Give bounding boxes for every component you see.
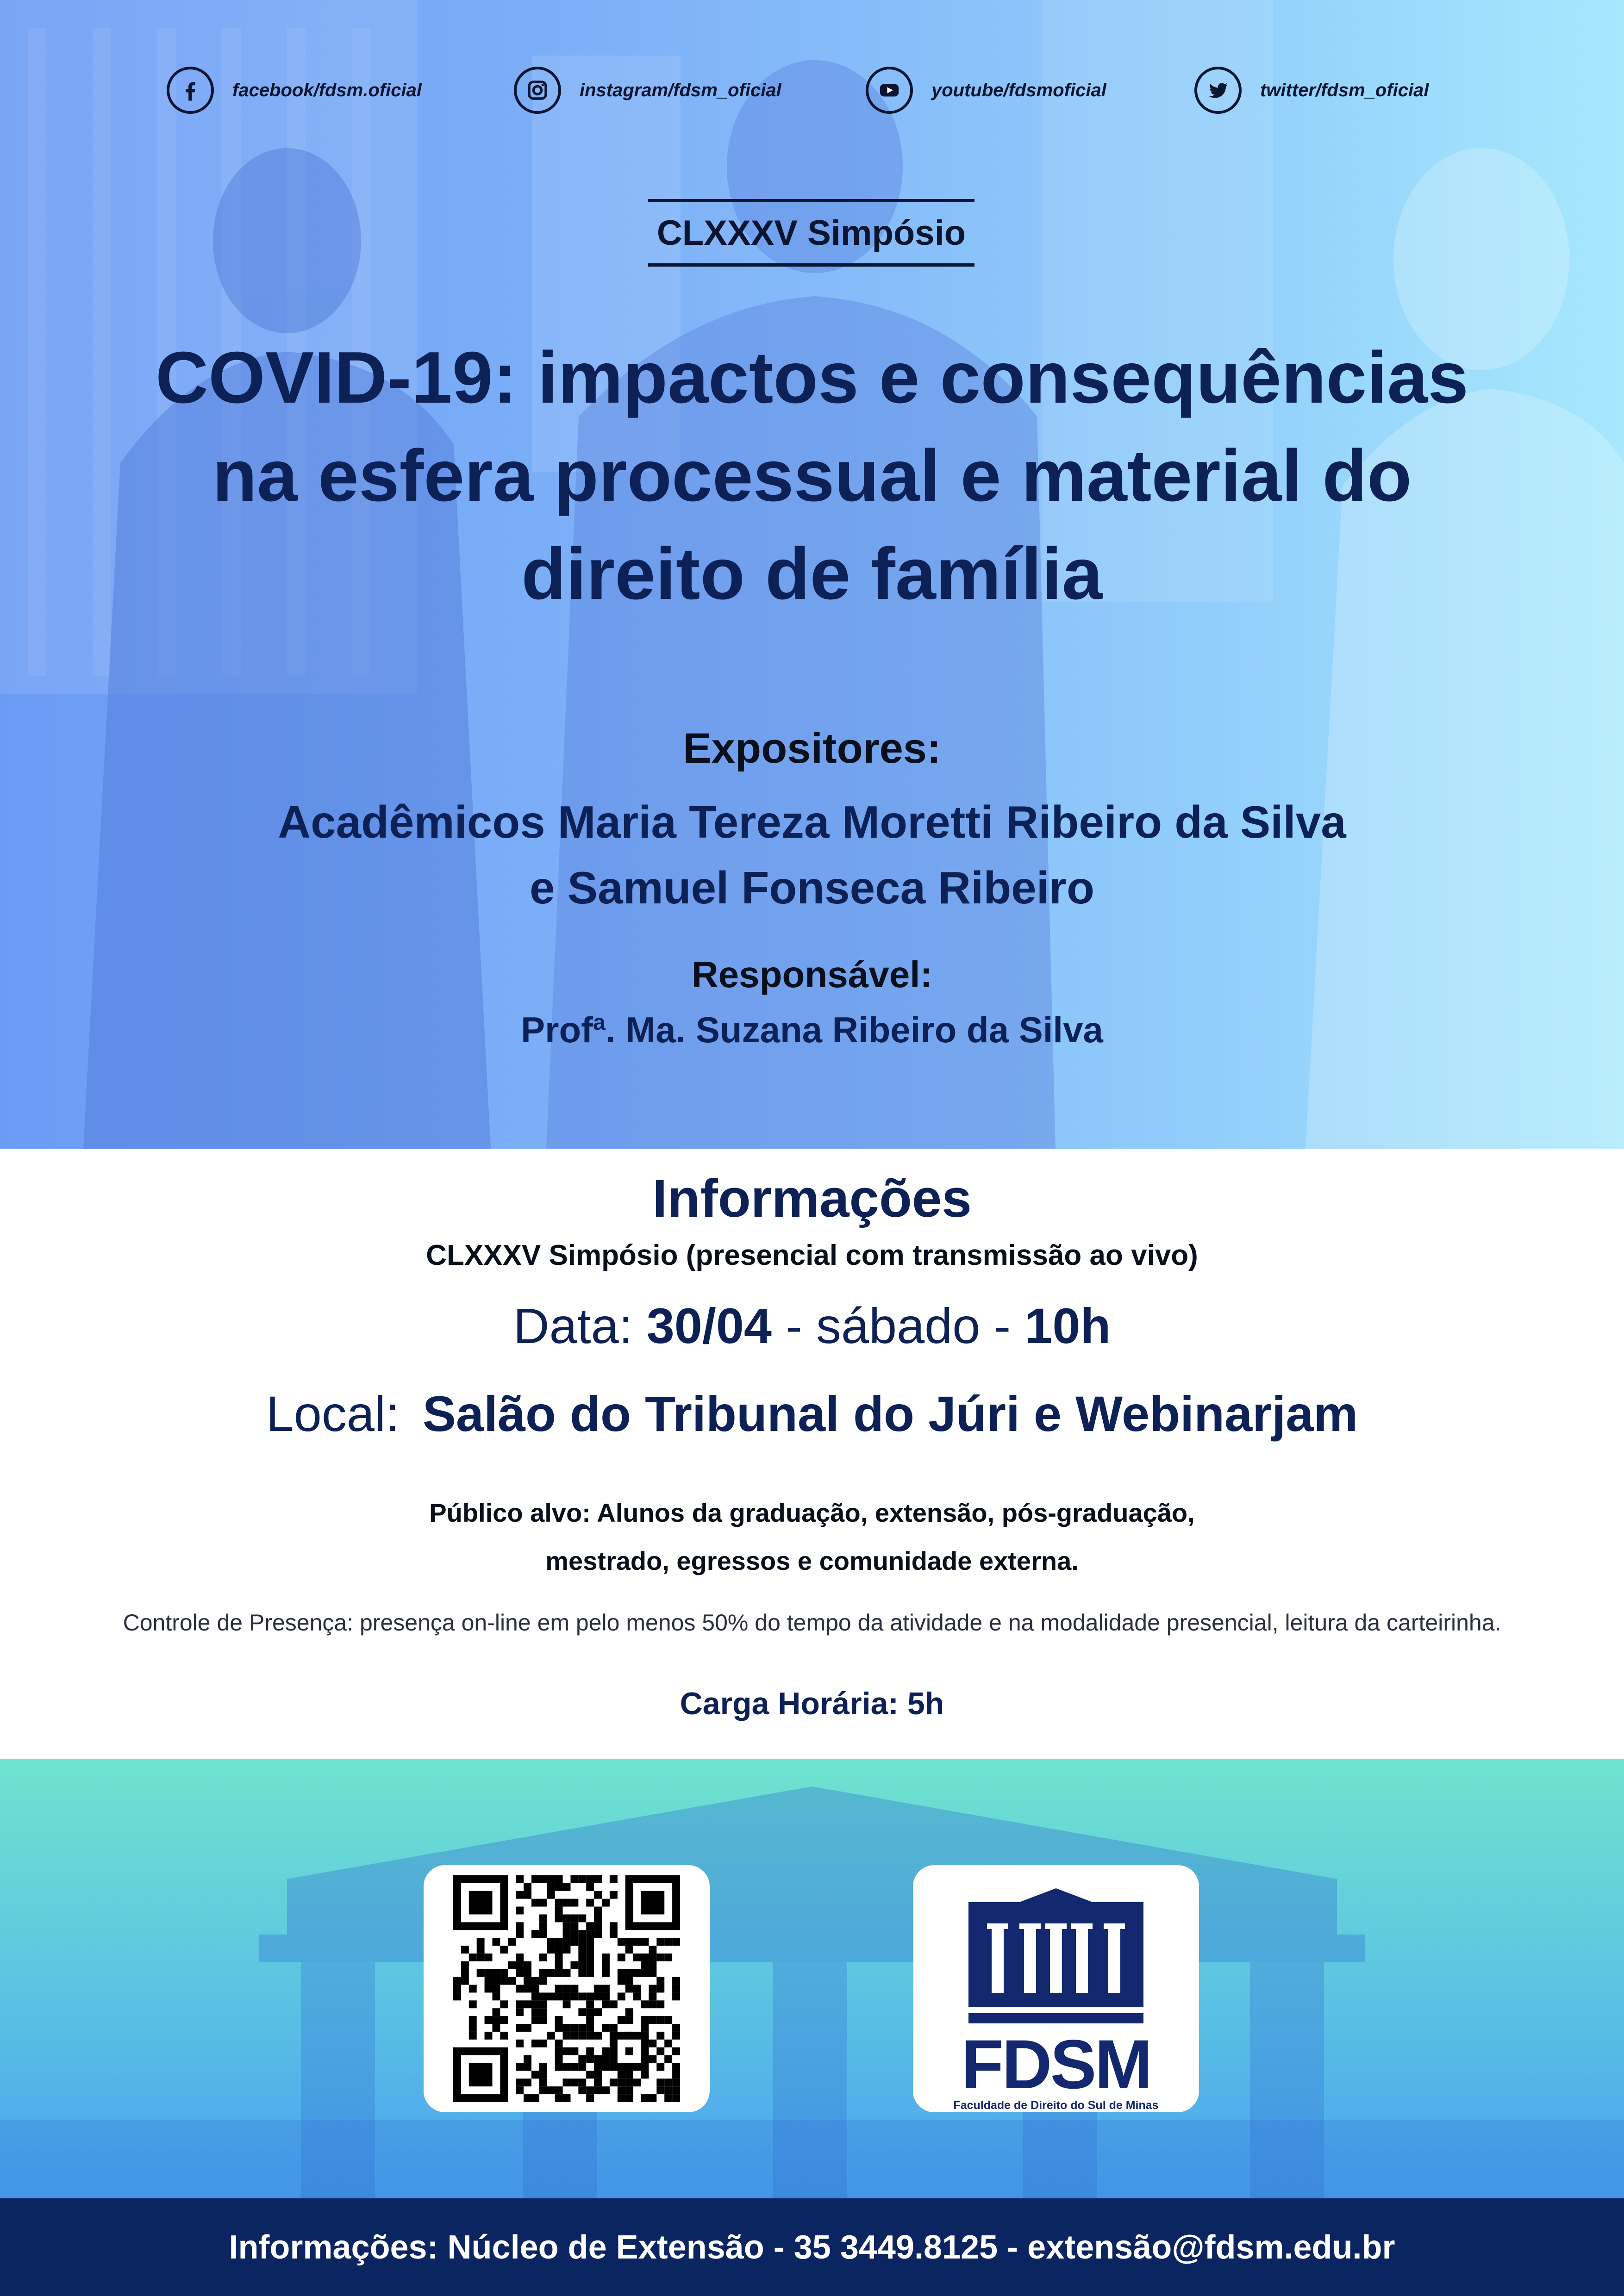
social-handle: instagram/fdsm_oficial — [580, 80, 781, 100]
social-youtube[interactable] — [866, 65, 1106, 116]
speakers-names — [139, 789, 1485, 921]
date-label: Data: — [513, 1298, 647, 1354]
symposium-tag: CLXXXV Simpósio — [648, 199, 974, 267]
title-line: direito de família — [521, 533, 1103, 615]
responsible-superscript: a — [593, 1010, 606, 1035]
social-handle: twitter/fdsm_oficial — [1260, 80, 1429, 100]
building-logo-icon — [941, 1884, 1171, 2036]
social-handle: facebook/fdsm.oficial — [232, 80, 422, 100]
title-line: na esfera processual e material do — [212, 435, 1412, 516]
bottom-section — [0, 1759, 1624, 2198]
date-value: 30/04 — [646, 1298, 772, 1354]
event-location — [0, 1385, 1624, 1443]
info-heading: Informações — [652, 1168, 972, 1228]
workload: Carga Horária: 5h — [680, 1686, 944, 1721]
event-date — [0, 1297, 1624, 1355]
audience-line: Público alvo: Alunos da graduação, extensão, pós-graduação, — [429, 1498, 1195, 1527]
responsible-label: Responsável: — [691, 954, 933, 995]
qr-code — [453, 1875, 680, 2102]
qr-code-card[interactable] — [424, 1865, 710, 2112]
facebook-icon — [167, 67, 214, 114]
instagram-icon — [514, 67, 561, 114]
target-audience — [185, 1489, 1439, 1585]
footer-bar — [0, 2198, 1624, 2296]
date-time: 10h — [1024, 1298, 1111, 1354]
fdsm-logo-card — [913, 1865, 1199, 2112]
speakers-label: Expositores: — [683, 725, 941, 772]
footer-contact: Informações: Núcleo de Extensão - 35 3449.8125 - extensão@fdsm.edu.br — [229, 2228, 1395, 2266]
info-section — [0, 1149, 1624, 1759]
event-title — [56, 329, 1568, 623]
location-label: Local: — [266, 1386, 400, 1442]
info-subheading: CLXXXV Simpósio (presencial com transmissão ao vivo) — [426, 1239, 1198, 1271]
attendance-control: Controle de Presença: presença on-line em pelo menos 50% do tempo da atividade e na modalidade presencial, leitura da carteirinha. — [123, 1610, 1501, 1636]
date-weekday: - sábado - — [772, 1298, 1025, 1354]
location-value: Salão do Tribunal do Júri e Webinarjam — [422, 1386, 1358, 1442]
responsible-rest: . Ma. Suzana Ribeiro da Silva — [605, 1009, 1103, 1050]
title-line: COVID-19: impactos e consequências — [155, 337, 1469, 418]
social-instagram[interactable] — [514, 65, 781, 116]
social-twitter[interactable] — [1194, 65, 1429, 116]
social-links — [0, 65, 1624, 116]
youtube-icon — [866, 67, 913, 114]
responsible-prefix: Prof — [521, 1009, 593, 1050]
responsible-name — [0, 1009, 1624, 1051]
social-facebook[interactable] — [167, 65, 422, 116]
speakers-line: Acadêmicos Maria Tereza Moretti Ribeiro da Silva — [278, 796, 1346, 847]
twitter-icon — [1194, 67, 1242, 114]
social-handle: youtube/fdsmoficial — [931, 80, 1106, 100]
fdsm-logo-wordmark: FDSM — [961, 2025, 1151, 2103]
fdsm-logo-caption: Faculdade de Direito do Sul de Minas — [953, 2099, 1159, 2112]
audience-line: mestrado, egressos e comunidade externa. — [545, 1546, 1079, 1575]
courthouse-illustration — [0, 1759, 1624, 2198]
speakers-line: e Samuel Fonseca Ribeiro — [530, 862, 1094, 913]
